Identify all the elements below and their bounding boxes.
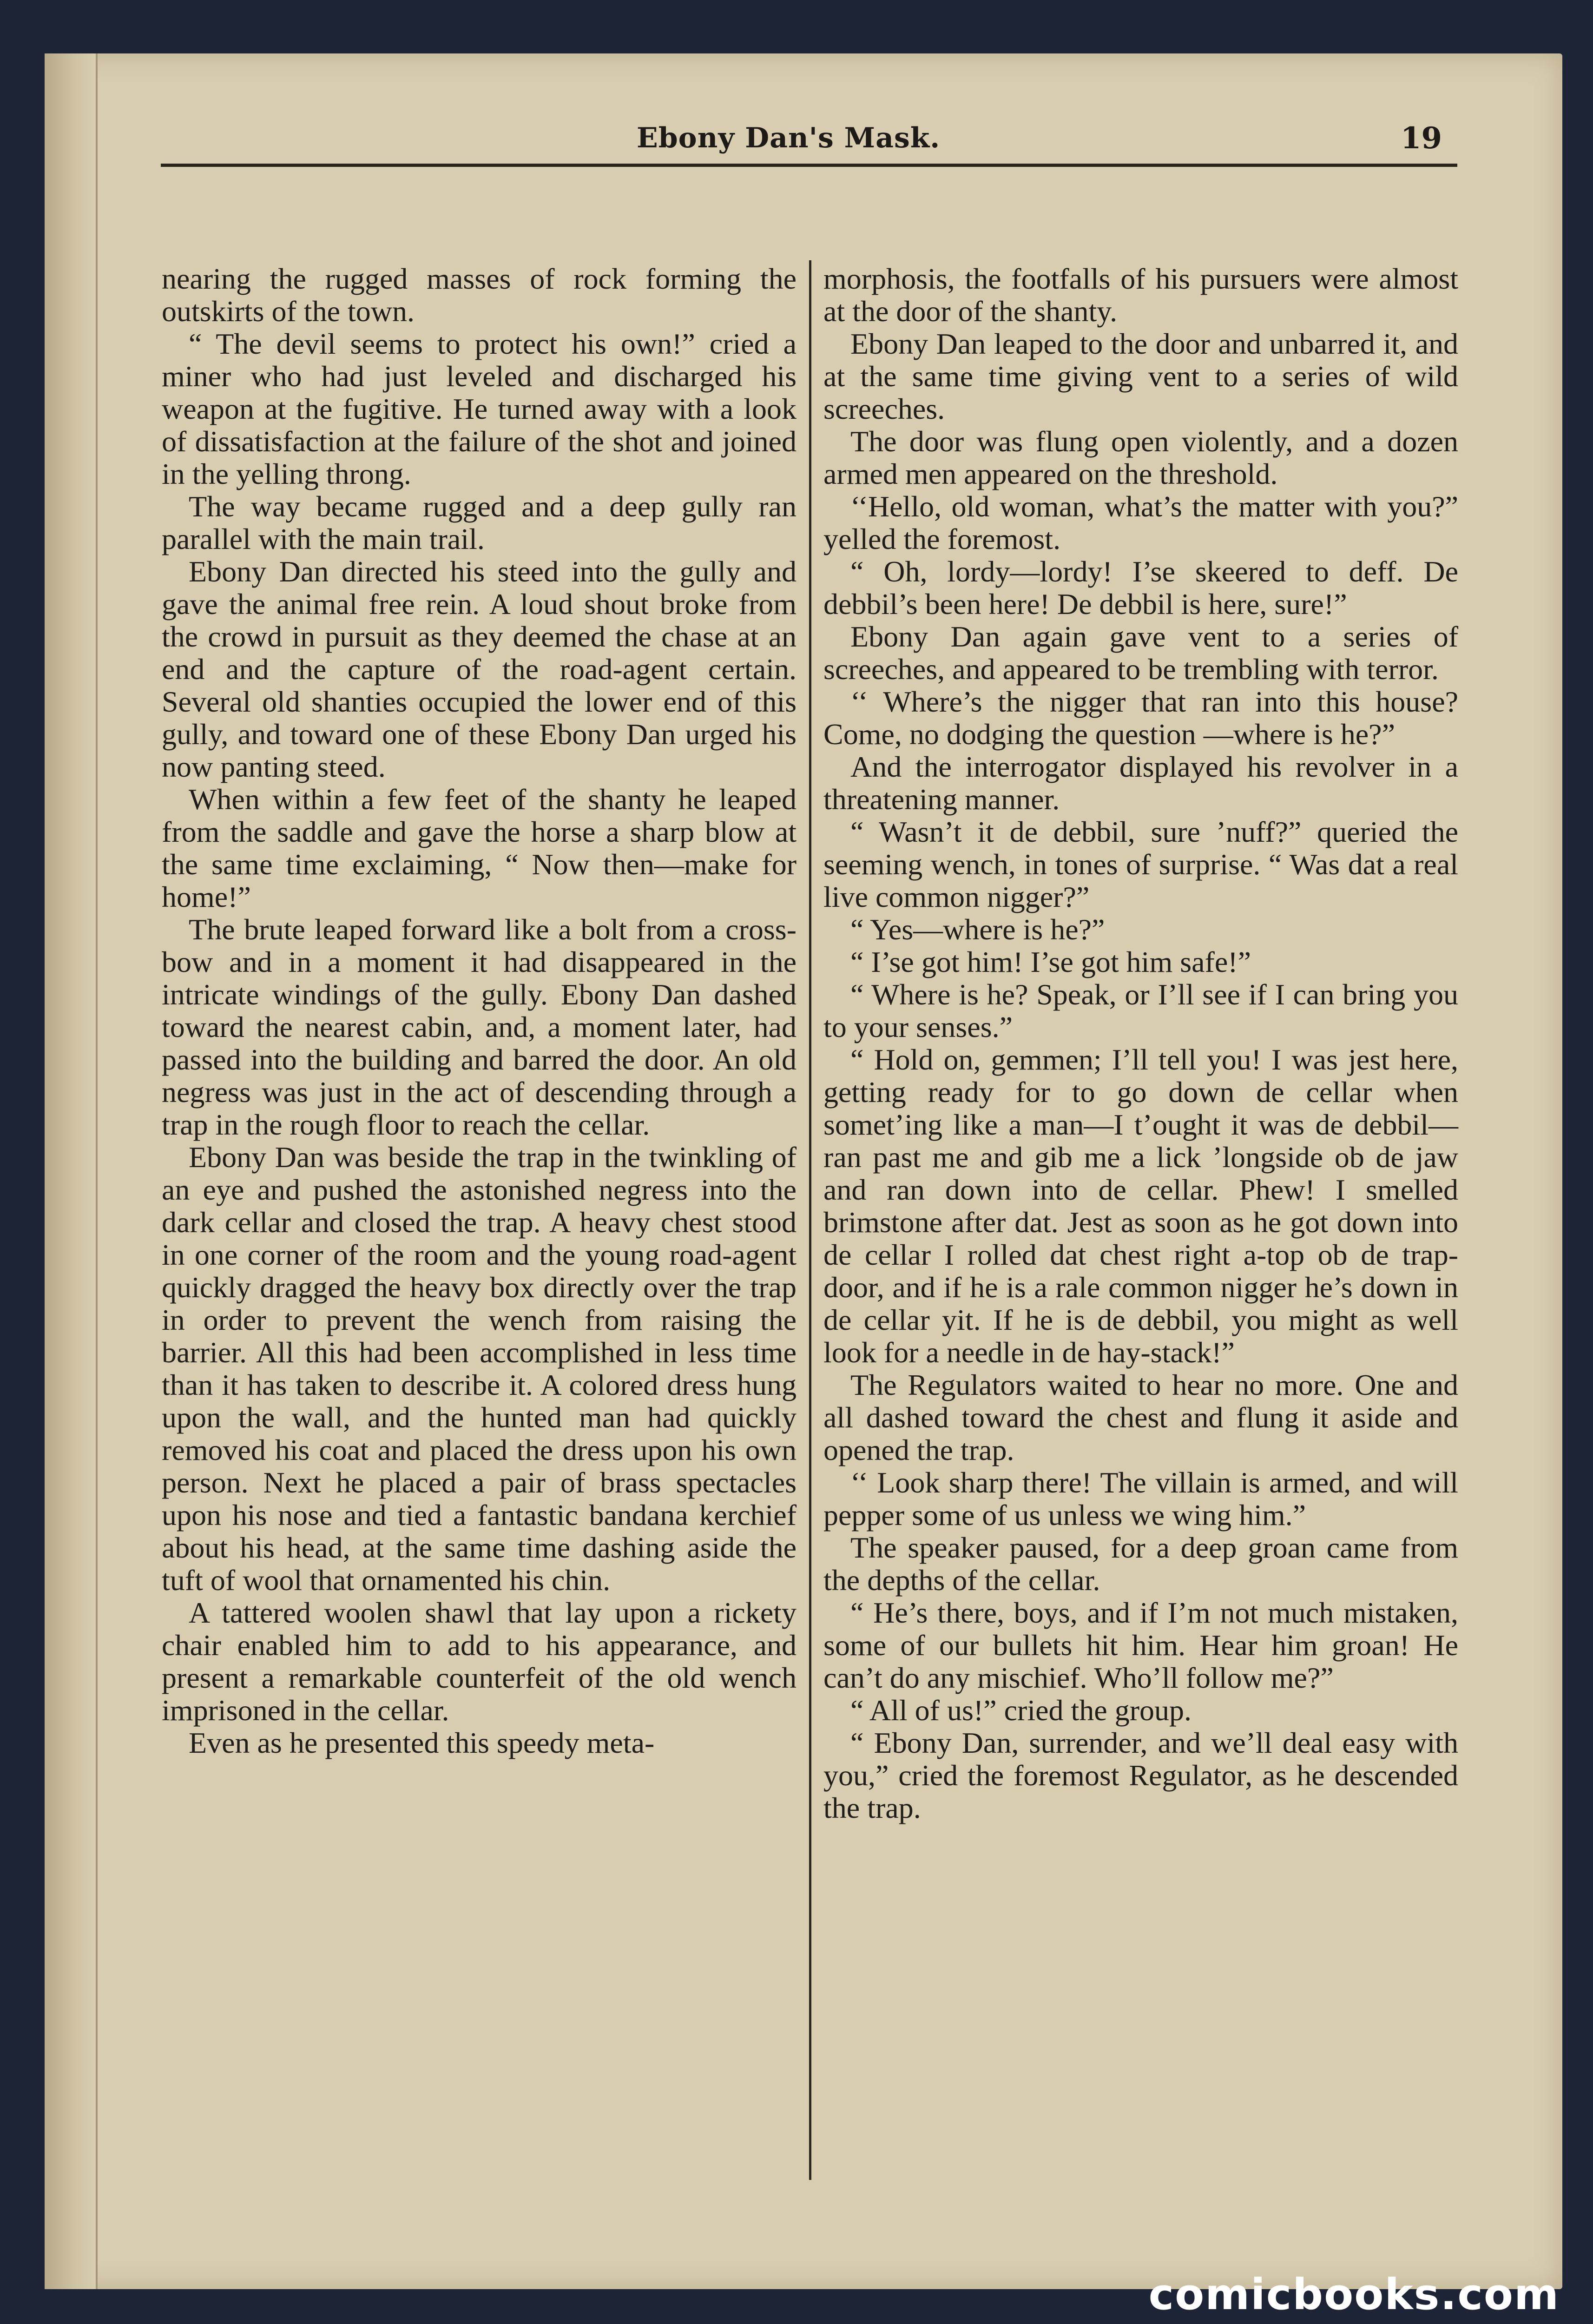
paragraph: Even as he presented this speedy meta- xyxy=(189,1726,655,1759)
paragraph: The way became rugged and a deep gully ran parallel with the main trail. xyxy=(162,490,796,555)
paragraph: “ I’se got him! I’se got him safe!” xyxy=(850,945,1251,978)
paragraph: The brute leaped forward like a bolt from a cross-bow and in a moment it had disappeared in the intricate windings of the gully. Ebony Dan dashed toward the nearest cabin, and, a moment later, had passed into the building and barred the door. An old negress was just in the act of descending through a trap in the rough floor to reach the cellar. xyxy=(162,913,796,1141)
left-column xyxy=(162,263,796,1759)
paragraph: ‘‘ Look sharp there! The villain is armed, and will pepper some of us unless we wing him.” xyxy=(823,1466,1458,1532)
paragraph: When within a few feet of the shanty he leaped from the saddle and gave the horse a sharp blow at the same time exclaiming, “ Now then—make for home!” xyxy=(162,783,796,913)
page-spine xyxy=(45,53,98,2289)
paragraph: Ebony Dan was beside the trap in the twinkling of an eye and pushed the astonished negress into the dark cellar and closed the trap. A heavy chest stood in one corner of the room and the young road-agent quickly dragged the heavy box directly over the trap in order to prevent the wench from raising the barrier. All this had been accomplished in less time than it has taken to describe it. A colored dress hung upon the wall, and the hunted man had quickly removed his coat and placed the dress upon his own person. Next he placed a pair of brass spectacles upon his nose and tied a fantastic bandana kerchief about his head, at the same time dashing aside the tuft of wool that ornamented his chin. xyxy=(162,1141,796,1597)
watermark-text: comicbooks.com xyxy=(1148,2270,1560,2319)
header-rule xyxy=(161,164,1457,167)
paragraph: morphosis, the footfalls of his pursuers were almost at the door of the shanty. xyxy=(823,262,1458,328)
paragraph: A tattered woolen shawl that lay upon a rickety chair enabled him to add to his appearance, and present a remarkable counterfeit of the old wench imprisoned in the cellar. xyxy=(162,1596,796,1727)
paragraph: Ebony Dan again gave vent to a series of screeches, and appeared to be trembling with terror. xyxy=(823,620,1458,686)
paragraph: “ All of us!” cried the group. xyxy=(850,1694,1191,1727)
page-number: 19 xyxy=(1401,121,1442,156)
paragraph: “ He’s there, boys, and if I’m not much mistaken, some of our bullets hit him. Hear him groan! He can’t do any mischief. Who’ll follow me?” xyxy=(823,1596,1458,1694)
paragraph: The Regulators waited to hear no more. One and all dashed toward the chest and flung it aside and opened the trap. xyxy=(823,1368,1458,1466)
paragraph: Ebony Dan leaped to the door and unbarred it, and at the same time giving vent to a series of wild screeches. xyxy=(823,327,1458,425)
column-divider xyxy=(809,260,811,2180)
paragraph: The speaker paused, for a deep groan came from the depths of the cellar. xyxy=(823,1531,1458,1597)
paragraph: ‘‘Hello, old woman, what’s the matter with you?” yelled the foremost. xyxy=(823,490,1458,555)
running-title: Ebony Dan's Mask. xyxy=(637,122,941,154)
paragraph: “ Where is he? Speak, or I’ll see if I can bring you to your senses.” xyxy=(823,978,1458,1043)
right-column xyxy=(823,263,1458,1824)
paragraph: The door was flung open violently, and a dozen armed men appeared on the threshold. xyxy=(823,425,1458,490)
paragraph: And the interrogator displayed his revolver in a threatening manner. xyxy=(823,750,1458,816)
paragraph: “ Wasn’t it de debbil, sure ’nuff?” queried the seeming wench, in tones of surprise. “ Was dat a real live common nigger?” xyxy=(823,815,1458,913)
paragraph: Ebony Dan directed his steed into the gully and gave the animal free rein. A loud shout broke from the crowd in pursuit as they deemed the chase at an end and the capture of the road-agent certain. Several old shanties occupied the lower end of this gully, and toward one of these Ebony Dan urged his now panting steed. xyxy=(162,555,796,783)
paragraph: “ The devil seems to protect his own!” cried a miner who had just leveled and discharged his weapon at the fugitive. He turned away with a look of dissatisfaction at the failure of the shot and joined in the yelling throng. xyxy=(162,327,796,490)
paragraph: nearing the rugged masses of rock forming the outskirts of the town. xyxy=(162,262,796,328)
paragraph: “ Hold on, gemmen; I’ll tell you! I was jest here, getting ready for to go down de cellar when somet’ing like a man—I t’ought it was de debbil—ran past me and gib me a lick ’longside ob de jaw and ran down into de cellar. Phew! I smelled brimstone after dat. Jest as soon as he got down into de cellar I rolled dat chest right a-top ob de trap-door, and if he is a rale common nigger he’s down in de cellar yit. If he is de debbil, you might as well look for a needle in de hay-stack!” xyxy=(823,1043,1458,1369)
paragraph: “ Yes—where is he?” xyxy=(850,913,1105,946)
paragraph: ‘‘ Where’s the nigger that ran into this house? Come, no dodging the question —where is he?” xyxy=(823,685,1458,751)
paragraph: “ Ebony Dan, surrender, and we’ll deal easy with you,” cried the foremost Regulator, as he descended the trap. xyxy=(823,1726,1458,1824)
paragraph: “ Oh, lordy—lordy! I’se skeered to deff. De debbil’s been here! De debbil is here, sure!” xyxy=(823,555,1458,621)
